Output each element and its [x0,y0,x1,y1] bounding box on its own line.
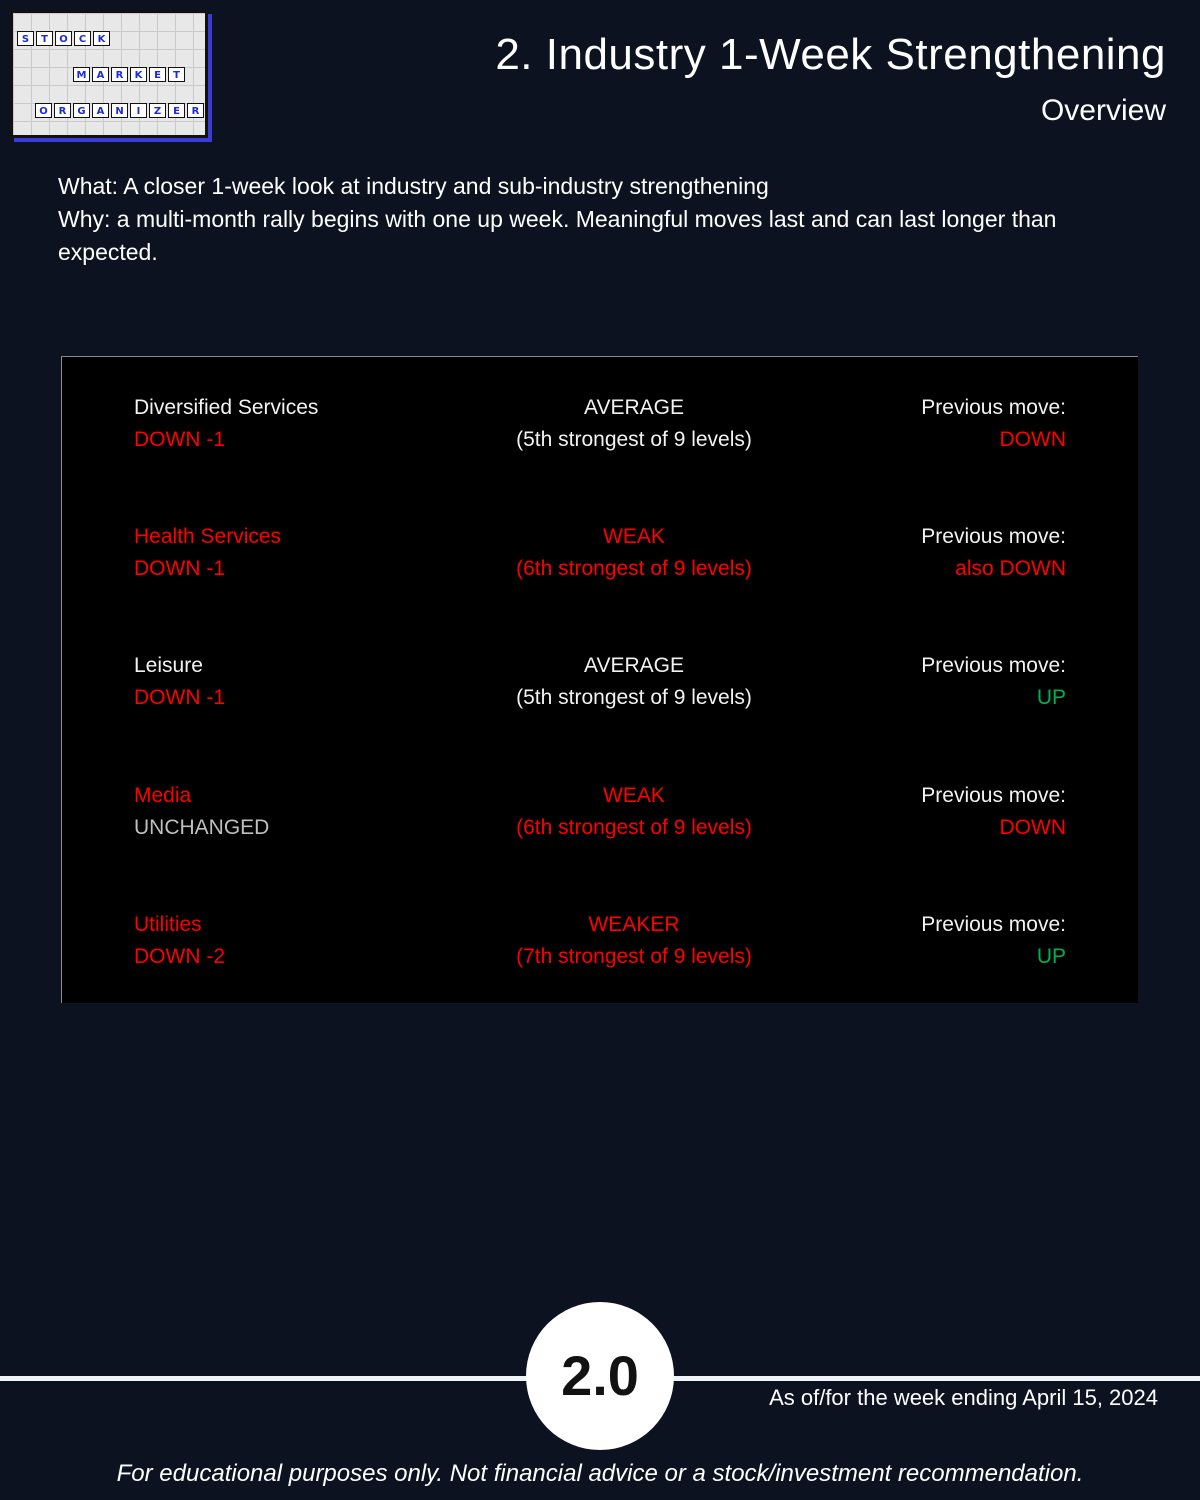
strength-level: WEAK [603,784,665,807]
strength-rank: (6th strongest of 9 levels) [516,816,752,839]
intro-why: Why: a multi-month rally begins with one up week. Meaningful moves last and can last longer than expected. [58,206,1057,265]
logo-letter: Z [149,103,166,118]
logo-letter: K [130,67,147,82]
previous-move-label: Previous move: [921,784,1066,807]
strength-rank: (6th strongest of 9 levels) [516,557,752,580]
strength-level-block [447,780,821,844]
logo-letter: R [187,103,204,118]
logo-letter: R [111,67,128,82]
industry-entry [62,909,1138,979]
previous-move-block [921,650,1066,714]
logo-letter: T [168,67,185,82]
industry-change: DOWN -2 [134,945,225,968]
previous-move-block [921,780,1066,844]
logo-row-organizer [35,103,206,118]
strength-rank: (5th strongest of 9 levels) [516,686,752,709]
disclaimer: For educational purposes only. Not financial advice or a stock/investment recommendation. [116,1460,1084,1487]
industry-change: DOWN -1 [134,557,225,580]
logo-letter: T [36,31,53,46]
previous-move-value: also DOWN [955,557,1066,580]
industry-entry [62,521,1138,591]
strength-level-block [447,650,821,714]
logo-letter: G [73,103,90,118]
previous-move-block [921,909,1066,973]
industry-name-block [134,780,269,844]
strength-level: WEAKER [588,913,680,936]
logo-letter: R [54,103,71,118]
industry-name-block [134,909,225,973]
previous-move-label: Previous move: [921,396,1066,419]
intro-text [58,170,1118,269]
industry-panel [61,356,1138,1003]
page-title: 2. Industry 1-Week Strengthening [495,30,1166,79]
logo-letter: O [55,31,72,46]
logo-letter: E [168,103,185,118]
logo-letter: M [73,67,90,82]
previous-move-label: Previous move: [921,654,1066,677]
strength-rank: (5th strongest of 9 levels) [516,428,752,451]
strength-level-block [447,392,821,456]
stock-market-organizer-logo [10,10,208,138]
industry-name: Media [134,784,192,807]
industry-change: DOWN -1 [134,686,225,709]
logo-row-market [73,67,187,82]
industry-name-block [134,392,318,456]
logo-letter: A [92,103,109,118]
intro-what: What: A closer 1-week look at industry and sub-industry strengthening [58,173,769,199]
strength-rank: (7th strongest of 9 levels) [516,945,752,968]
strength-level: WEAK [603,525,665,548]
industry-entry [62,650,1138,720]
industry-change: DOWN -1 [134,428,225,451]
logo-letter: C [74,31,91,46]
industry-entry [62,392,1138,462]
page-subtitle: Overview [1040,94,1166,127]
section-number-badge: 2.0 [526,1302,674,1450]
previous-move-label: Previous move: [921,913,1066,936]
logo-letter: K [93,31,110,46]
logo-letter: A [92,67,109,82]
previous-move-label: Previous move: [921,525,1066,548]
logo-letter: E [149,67,166,82]
as-of-date: As of/for the week ending April 15, 2024 [769,1385,1158,1410]
logo-letter: O [35,103,52,118]
industry-name: Leisure [134,654,203,677]
industry-change: UNCHANGED [134,816,270,839]
previous-move-value: UP [1036,945,1066,968]
previous-move-block [921,392,1066,456]
industry-name: Health Services [134,525,282,548]
logo-letter: N [111,103,128,118]
logo-letter: S [17,31,34,46]
previous-move-block [921,521,1066,585]
strength-level: AVERAGE [584,654,684,677]
previous-move-value: DOWN [999,816,1066,839]
industry-name: Utilities [134,913,202,936]
previous-move-value: DOWN [999,428,1066,451]
logo-row-stock [17,31,112,46]
logo-letter: I [130,103,147,118]
strength-level: AVERAGE [584,396,684,419]
industry-entry [62,780,1138,850]
industry-name: Diversified Services [134,396,319,419]
industry-name-block [134,650,225,714]
industry-name-block [134,521,281,585]
strength-level-block [447,521,821,585]
strength-level-block [447,909,821,973]
previous-move-value: UP [1036,686,1066,709]
